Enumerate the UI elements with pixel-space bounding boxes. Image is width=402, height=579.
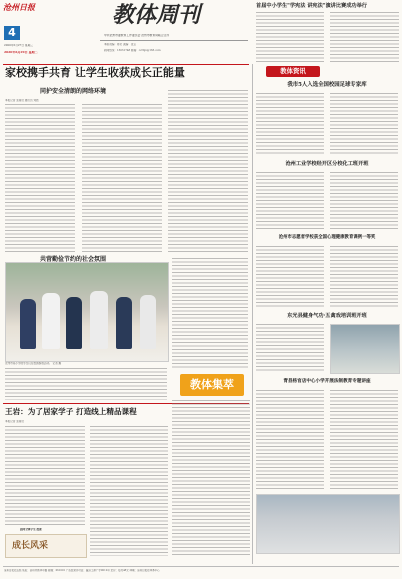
bottom-col3-text — [172, 400, 250, 556]
left-col2-text — [82, 104, 162, 252]
left-subhead: 同护安全清朗的网络环境 — [40, 88, 107, 94]
zixun-body-1a — [256, 93, 324, 155]
zixun-headline-3: 沧州市志愿者学校获全国心理健康教育课例一等奖 — [278, 235, 376, 240]
growth-style-box — [5, 534, 87, 558]
right-top-body-col1 — [256, 12, 324, 62]
right-top-body-col2 — [330, 12, 399, 62]
left-top-rule — [3, 64, 249, 65]
jiaoti-zixun-label — [266, 66, 320, 77]
left-lower-text — [5, 368, 167, 400]
masthead-rule — [100, 40, 248, 41]
zixun-body-1b — [330, 93, 398, 155]
issue-date-alt: 2020年6月29日 星期二 — [4, 51, 38, 54]
growth-style-label: 成长风采 — [12, 541, 49, 551]
supplement-title — [112, 2, 242, 28]
bottom-byline: 本报记者 张星辰 — [5, 420, 24, 423]
training-photo — [330, 324, 400, 374]
left-col3-text — [168, 90, 248, 252]
zixun-body-4a — [256, 324, 324, 372]
photo-figure-1 — [20, 299, 36, 349]
center-lower-text — [172, 258, 248, 370]
photo-caption: 沧州市某小学的学生们在校园参加活动。 记者 摄 — [5, 362, 62, 365]
bottom-headline: 王岩：为了居家学子 打造线上精品课程 — [5, 407, 137, 416]
right-top-headline: 首届中小学生"学宪法 讲宪法"演讲比赛成功举行 — [256, 3, 367, 9]
students-photo — [5, 262, 169, 362]
lecture-photo — [256, 494, 400, 554]
right-column-divider — [252, 64, 253, 564]
footer-rule — [3, 566, 399, 567]
contact-line: 新闻热线：13031748 邮箱：czrbjx@163.com — [104, 49, 161, 52]
zixun-headline-4: 东光县健身气功·五禽戏培训班开班 — [287, 313, 367, 319]
sponsor-line: 中共沧州市委教育工作委员会 沧州市教育局联合主办 — [104, 34, 170, 37]
editor-line: 本版责编：蒋宏 美编：张宝 — [104, 43, 136, 46]
jiaoti-jicui-label — [180, 374, 244, 396]
zixun-headline-1: 我市5人入选全国校园足球专家库 — [287, 82, 367, 88]
zixun-headline-5: 青县杨官店中心小学开展法制教育专题讲座 — [283, 379, 371, 384]
photo-figure-6 — [140, 295, 156, 349]
zixun-body-3b — [330, 246, 398, 308]
paper-logo: 沧州日报 — [3, 2, 35, 12]
left-headline: 家校携手共育 让学生收获成长正能量 — [5, 66, 185, 79]
bottom-col1-text — [5, 426, 85, 526]
zixun-body-3a — [256, 246, 324, 308]
supplement-title-text: 教体周刊 — [112, 2, 201, 28]
left-section-heading: 共营勤俭节约的社会氛围 — [40, 256, 107, 262]
issue-date: 2020年5月27日 星期三 — [4, 44, 33, 47]
zixun-headline-2: 沧州工业学校经开区分校化工班开班 — [285, 161, 369, 167]
photo-figure-2 — [42, 293, 60, 349]
left-byline: 本报记者 张星辰 通讯员 刘晨 — [5, 99, 39, 102]
zixun-body-5b — [330, 390, 398, 490]
jiaoti-jicui-text: 教体集萃 — [190, 378, 234, 391]
bottom-subhead-1: 面向全体学生 授课 — [20, 528, 42, 531]
page-number: 4 — [4, 26, 20, 40]
zixun-body-5a — [256, 390, 324, 490]
footer-text: 沧州日报社出版 地址：沧州市新华中路 邮编：061001 广告经营许可证：冀沧工商广字0012号 定价：每月48元 印刷：沧州日报社印务中心 — [4, 569, 160, 572]
left-col1-text — [5, 104, 75, 252]
right-top-news — [256, 2, 399, 64]
photo-figure-3 — [66, 297, 82, 349]
bottom-col2-text — [90, 426, 168, 556]
jiaoti-zixun-text: 教体资讯 — [280, 67, 306, 75]
zixun-body-2b — [330, 172, 398, 230]
photo-figure-5 — [116, 297, 132, 349]
photo-figure-4 — [90, 291, 108, 349]
zixun-body-2a — [256, 172, 324, 230]
